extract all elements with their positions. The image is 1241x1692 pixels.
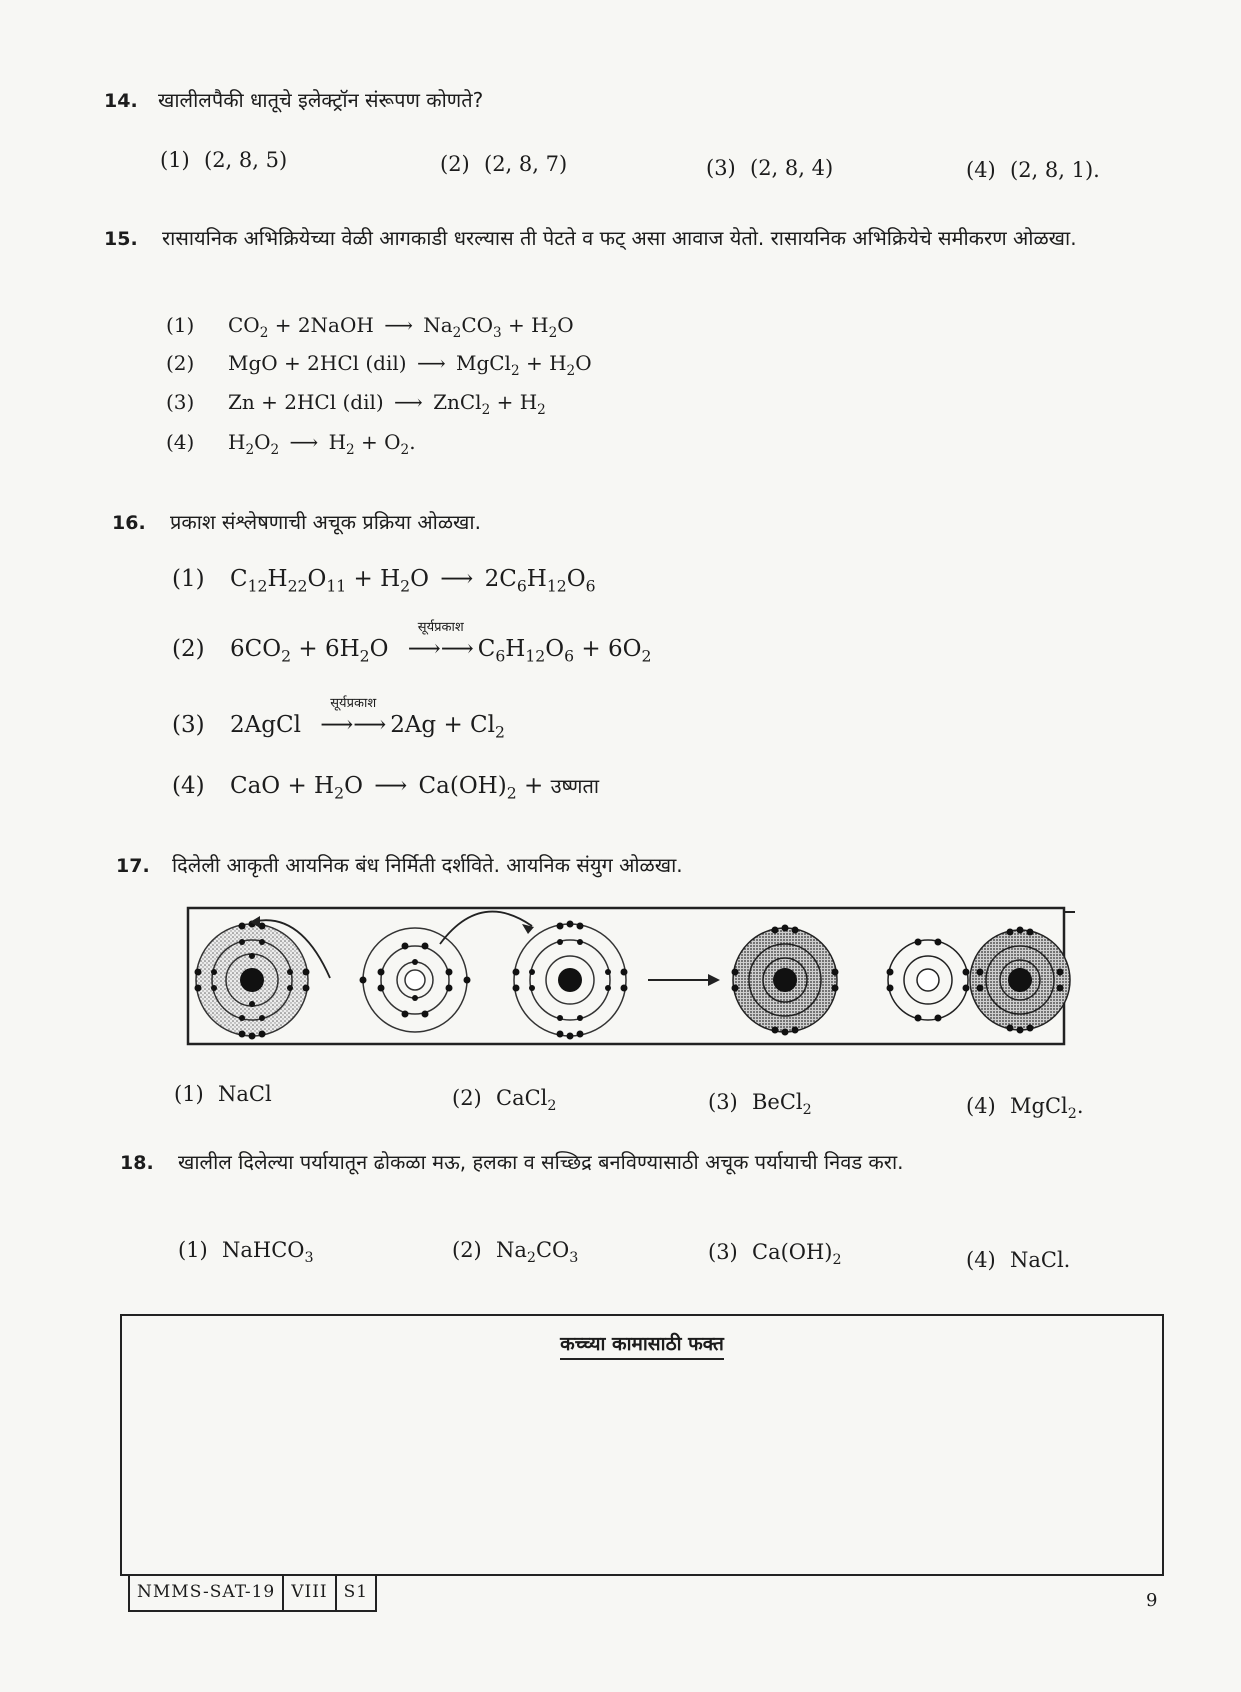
q14-option-3[interactable]: (3) (2, 8, 4)	[706, 156, 834, 180]
q17-text: दिलेली आकृती आयनिक बंध निर्मिती दर्शविते. आयनिक संयुग ओळखा.	[172, 853, 683, 877]
q16-option-2[interactable]: (2) $6CO_2 + 6H_2O$ सूर्यप्रकाश ⟶⟶ $C_6H_{12}O_6 + 6O_2$	[172, 620, 652, 666]
q15-option-3[interactable]: (3) Zn + 2HCl (dil) ⟶ ZnCl$_2$ + $H_2$	[166, 390, 546, 418]
rough-work-box	[120, 1314, 1164, 1576]
reaction-arrow-icon: ⟶	[440, 566, 474, 592]
q14-option-2[interactable]: (2) (2, 8, 7)	[440, 152, 568, 176]
q17-option-3[interactable]: (3) BeCl$_2$	[708, 1090, 812, 1118]
reaction-arrow-icon: ⟶	[374, 773, 408, 799]
sunlight-arrow-icon: सूर्यप्रकाश ⟶⟶	[407, 620, 474, 662]
reaction-arrow-icon: ⟶	[416, 351, 446, 375]
q16-option-4[interactable]: (4) CaO + $H_2O$ ⟶ $Ca(OH)_2$ + उष्णता	[172, 773, 600, 803]
q18-option-4[interactable]: (4) NaCl.	[966, 1248, 1071, 1272]
reaction-arrow-icon: ⟶	[289, 430, 319, 454]
reaction-arrow-icon: ⟶	[384, 313, 413, 337]
metal-atom-icon	[360, 928, 471, 1032]
q18-text: खालील दिलेल्या पर्यायातून ढोकळा मऊ, हलका व सच्छिद्र बनविण्यासाठी अचूक पर्यायाची निवड करा.	[178, 1150, 904, 1174]
ionic-bond-diagram	[180, 900, 1080, 1060]
electron-transfer-arc	[440, 912, 532, 944]
q16-text: प्रकाश संश्लेषणाची अचूक प्रक्रिया ओळखा.	[170, 510, 481, 534]
q16-number: 16.	[112, 512, 146, 534]
chlorine-atom-icon	[195, 921, 310, 1040]
q14-option-1[interactable]: (1) (2, 8, 5)	[160, 148, 288, 172]
q14-text: खालीलपैकी धातूचे इलेक्ट्रॉन संरूपण कोणते?	[158, 88, 484, 112]
paper-code: NMMS-SAT-19 VIII S1	[128, 1574, 377, 1612]
reaction-arrow-icon: ⟶	[394, 390, 423, 414]
q18-option-1[interactable]: (1) NaHCO$_3$	[178, 1238, 314, 1266]
q18-option-2[interactable]: (2) $Na_2CO_3$	[452, 1238, 579, 1266]
q16-option-1[interactable]: (1) $C_{12}H_{22}O_{11} + H_2O$ ⟶ $2C_6H_{12}O_6$	[172, 566, 596, 596]
chloride-ion-icon	[970, 927, 1070, 1034]
page-number: 9	[1146, 1590, 1158, 1611]
chlorine-atom-icon	[513, 921, 628, 1040]
q15-option-1[interactable]: (1) $CO_2$ + 2NaOH ⟶ $Na_2CO_3 + H_2O$	[166, 313, 574, 341]
q18-number: 18.	[120, 1152, 154, 1174]
q14-number: 14.	[104, 90, 138, 112]
q17-option-2[interactable]: (2) CaCl$_2$	[452, 1086, 557, 1114]
q17-number: 17.	[116, 855, 150, 877]
q15-number: 15.	[104, 228, 138, 250]
q17-option-1[interactable]: (1) NaCl	[174, 1082, 272, 1106]
q17-option-4[interactable]: (4) MgCl$_2$.	[966, 1094, 1084, 1122]
q14-option-4[interactable]: (4) (2, 8, 1).	[966, 158, 1100, 182]
q16-option-3[interactable]: (3) 2AgCl सूर्यप्रकाश ⟶⟶ $2Ag + Cl_2$	[172, 696, 505, 742]
chloride-ion-icon	[732, 925, 839, 1036]
metal-ion-icon	[887, 939, 970, 1022]
q15-text: रासायनिक अभिक्रियेच्या वेळी आगकाडी धरल्यास ती पेटते व फट् असा आवाज येतो. रासायनिक अभिक्रियेचे समीकरण ओळखा.	[162, 226, 1077, 250]
rough-work-title: कच्च्या कामासाठी फक्त	[122, 1330, 1162, 1356]
q15-option-4[interactable]: (4) $H_2O_2$ ⟶ $H_2 + O_2$.	[166, 430, 416, 458]
q18-option-3[interactable]: (3) $Ca(OH)_2$	[708, 1240, 842, 1268]
q15-option-2[interactable]: (2) MgO + 2HCl (dil) ⟶ MgCl$_2$ + $H_2O$	[166, 351, 592, 379]
sunlight-arrow-icon: सूर्यप्रकाश ⟶⟶	[320, 696, 387, 738]
